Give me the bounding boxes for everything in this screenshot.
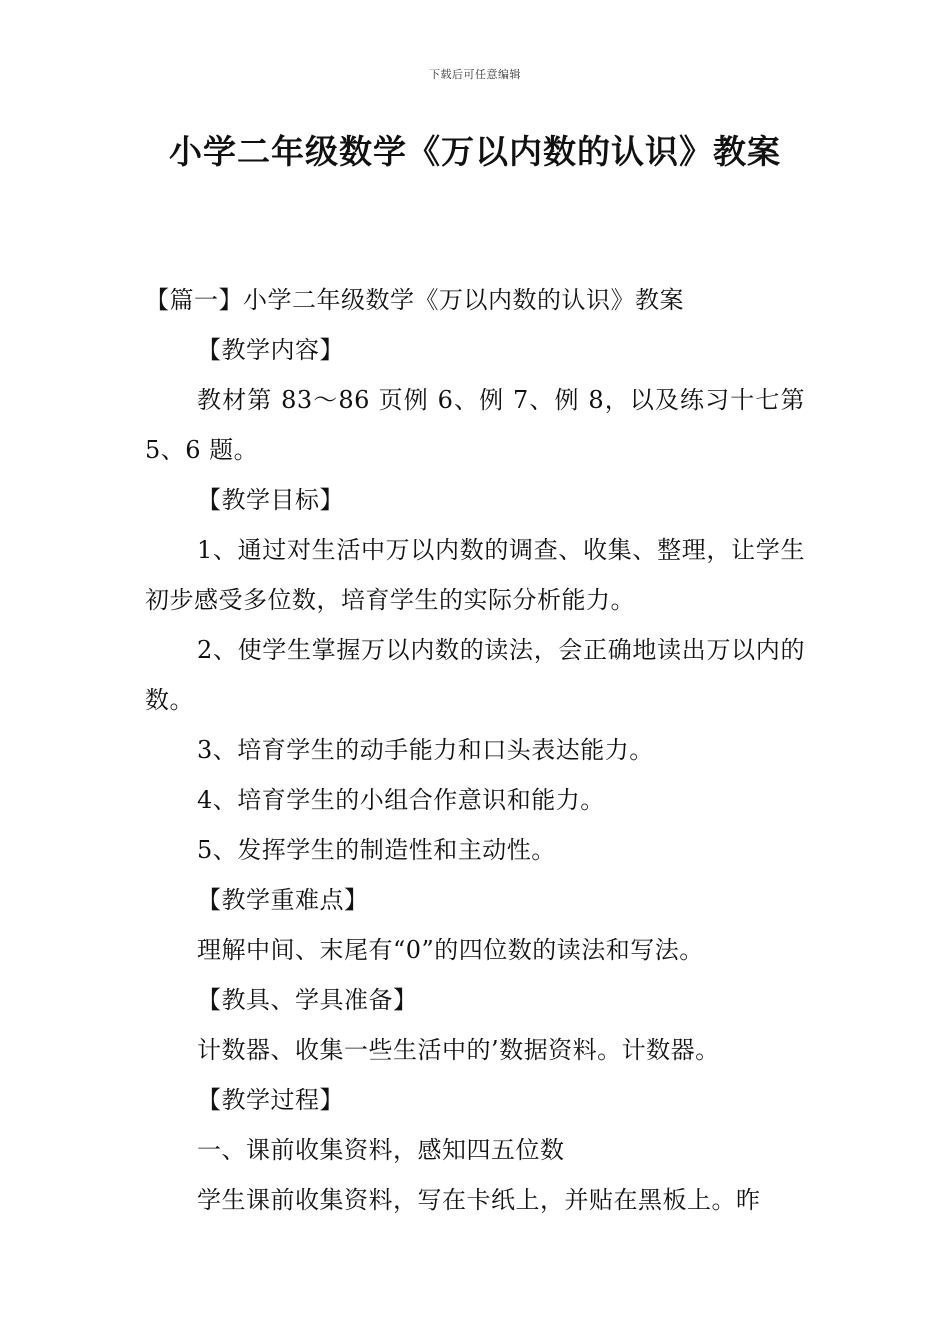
paragraph: 3、培育学生的动手能力和口头表达能力。 bbox=[197, 736, 654, 764]
subheading-tools: 【教具、学具准备】 bbox=[197, 986, 418, 1014]
document-body bbox=[145, 275, 805, 1225]
paragraph: 4、培育学生的小组合作意识和能力。 bbox=[197, 786, 605, 814]
header-note: 下载后可任意编辑 bbox=[429, 68, 521, 81]
paragraph: 5、发挥学生的制造性和主动性。 bbox=[197, 836, 556, 864]
section-heading: 【篇一】小学二年级数学《万以内数的认识》教案 bbox=[145, 286, 684, 314]
subheading-teaching-goals: 【教学目标】 bbox=[197, 486, 344, 514]
document-title: 小学二年级数学《万以内数的认识》教案 bbox=[169, 132, 781, 171]
paragraph: 一、课前收集资料，感知四五位数 bbox=[197, 1136, 565, 1164]
paragraph: 1、通过对生活中万以内数的调查、收集、整理，让学生初步感受多位数，培育学生的实际分析能力。 bbox=[145, 536, 805, 614]
paragraph: 2、使学生掌握万以内数的读法，会正确地读出万以内的数。 bbox=[145, 636, 805, 714]
paragraph: 学生课前收集资料，写在卡纸上，并贴在黑板上。昨 bbox=[197, 1186, 761, 1214]
paragraph: 教材第 83～86 页例 6、例 7、例 8，以及练习十七第 5、6 题。 bbox=[145, 386, 805, 464]
subheading-process: 【教学过程】 bbox=[197, 1086, 344, 1114]
subheading-key-points: 【教学重难点】 bbox=[197, 886, 369, 914]
subheading-teaching-content: 【教学内容】 bbox=[197, 336, 344, 364]
paragraph: 计数器、收集一些生活中的’数据资料。计数器。 bbox=[197, 1036, 720, 1064]
paragraph: 理解中间、末尾有“0”的四位数的读法和写法。 bbox=[197, 936, 704, 964]
